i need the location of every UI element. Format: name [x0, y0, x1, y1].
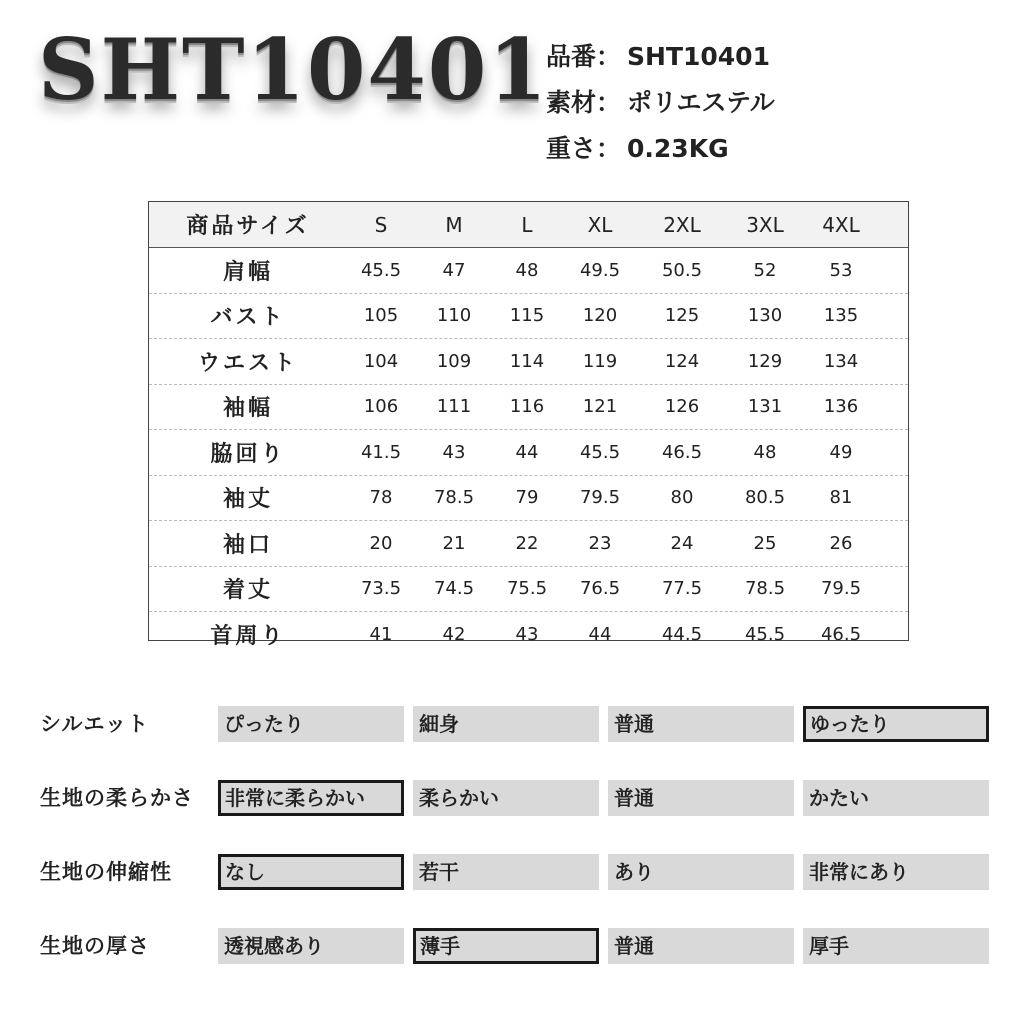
property-option-selected: 薄手 [413, 928, 599, 964]
table-row [149, 385, 908, 431]
measurement-value: 50.5 [661, 259, 703, 281]
measurement-value: 53 [829, 259, 853, 281]
measurement-value: 104 [363, 350, 399, 372]
measurement-value: 43 [442, 441, 466, 463]
measurement-value: 124 [664, 350, 700, 372]
property-label: 生地の伸縮性 [40, 860, 172, 884]
measurement-label: 首周り [210, 623, 286, 649]
size-table [148, 201, 909, 649]
measurement-value: 105 [363, 305, 399, 327]
measurement-label: 袖口 [222, 532, 273, 558]
measurement-value: 49.5 [579, 259, 621, 281]
measurement-value: 74.5 [433, 578, 475, 600]
measurement-value: 76.5 [579, 578, 621, 600]
measurement-value: 21 [442, 532, 466, 554]
spec-value: SHT10401 [627, 42, 770, 71]
property-option-selected: なし [218, 854, 404, 890]
measurement-value: 116 [509, 396, 545, 418]
measurement-value: 26 [829, 532, 853, 554]
size-column-header: L [521, 212, 533, 237]
property-option: 非常にあり [803, 854, 989, 890]
measurement-value: 78 [369, 487, 393, 509]
measurement-value: 134 [823, 350, 859, 372]
spec-label: 素材： [546, 88, 622, 117]
size-column-header: 4XL [822, 212, 860, 237]
measurement-label: 着丈 [222, 578, 273, 604]
table-row [149, 521, 908, 567]
measurement-value: 129 [747, 350, 783, 372]
measurement-value: 121 [582, 396, 618, 418]
measurement-value: 115 [509, 305, 545, 327]
measurement-value: 106 [363, 396, 399, 418]
property-label: 生地の厚さ [40, 934, 150, 958]
product-code-title: SHT10401 [38, 20, 549, 119]
spec-label: 重さ： [546, 134, 622, 163]
measurement-value: 45.5 [744, 623, 786, 645]
property-option: 若干 [413, 854, 599, 890]
measurement-value: 41.5 [360, 441, 402, 463]
measurement-value: 114 [509, 350, 545, 372]
size-column-header: XL [587, 212, 613, 237]
measurement-value: 46.5 [820, 623, 862, 645]
measurement-value: 120 [582, 305, 618, 327]
table-row [149, 567, 908, 613]
measurement-value: 44.5 [661, 623, 703, 645]
measurement-value: 24 [670, 532, 694, 554]
measurement-value: 130 [747, 305, 783, 327]
size-column-header: 2XL [663, 212, 701, 237]
property-option: 普通 [608, 780, 794, 816]
spec-value: 0.23KG [627, 134, 729, 163]
measurement-value: 48 [753, 441, 777, 463]
measurement-label: 袖幅 [222, 396, 273, 422]
measurement-value: 22 [515, 532, 539, 554]
measurement-value: 42 [442, 623, 466, 645]
spec-item-material [546, 80, 775, 126]
property-option: 透視感あり [218, 928, 404, 964]
measurement-value: 43 [515, 623, 539, 645]
size-table-header [149, 202, 908, 248]
measurement-value: 125 [664, 305, 700, 327]
measurement-label: バスト [210, 305, 286, 331]
table-row [149, 294, 908, 340]
measurement-value: 80.5 [744, 487, 786, 509]
measurement-value: 44 [588, 623, 612, 645]
measurement-value: 49 [829, 441, 853, 463]
measurement-value: 45.5 [579, 441, 621, 463]
property-label: シルエット [40, 712, 150, 736]
property-option: 厚手 [803, 928, 989, 964]
size-table-body [149, 248, 908, 657]
measurement-value: 44 [515, 441, 539, 463]
table-row [149, 612, 908, 657]
measurement-value: 79 [515, 487, 539, 509]
property-option: かたい [803, 780, 989, 816]
measurement-value: 25 [753, 532, 777, 554]
spec-list [546, 34, 775, 172]
table-row [149, 430, 908, 476]
property-option: 普通 [608, 706, 794, 742]
table-row [149, 248, 908, 294]
measurement-value: 136 [823, 396, 859, 418]
table-row [149, 339, 908, 385]
size-column-header: M [445, 212, 463, 237]
spec-value: ポリエステル [627, 88, 775, 117]
measurement-value: 119 [582, 350, 618, 372]
measurement-value: 48 [515, 259, 539, 281]
spec-label: 品番： [546, 42, 622, 71]
size-column-header: 3XL [746, 212, 784, 237]
measurement-value: 78.5 [433, 487, 475, 509]
measurement-value: 81 [829, 487, 853, 509]
measurement-value: 80 [670, 487, 694, 509]
measurement-value: 79.5 [579, 487, 621, 509]
size-header-label: 商品サイズ [186, 214, 310, 239]
property-option: 普通 [608, 928, 794, 964]
spec-item-number [546, 34, 775, 80]
measurement-value: 109 [436, 350, 472, 372]
spec-item-weight [546, 126, 775, 172]
size-column-header: S [374, 212, 388, 237]
measurement-value: 77.5 [661, 578, 703, 600]
measurement-value: 46.5 [661, 441, 703, 463]
property-option-selected: ゆったり [803, 706, 989, 742]
measurement-value: 23 [588, 532, 612, 554]
property-option: 細身 [413, 706, 599, 742]
measurement-value: 41 [369, 623, 393, 645]
measurement-value: 52 [753, 259, 777, 281]
property-option: ぴったり [218, 706, 404, 742]
measurement-value: 47 [442, 259, 466, 281]
measurement-value: 126 [664, 396, 700, 418]
measurement-value: 75.5 [506, 578, 548, 600]
measurement-value: 79.5 [820, 578, 862, 600]
measurement-value: 73.5 [360, 578, 402, 600]
measurement-label: 袖丈 [222, 487, 273, 513]
property-option-selected: 非常に柔らかい [218, 780, 404, 816]
measurement-value: 20 [369, 532, 393, 554]
property-option: 柔らかい [413, 780, 599, 816]
measurement-value: 78.5 [744, 578, 786, 600]
measurement-value: 135 [823, 305, 859, 327]
measurement-value: 111 [436, 396, 472, 418]
measurement-label: ウエスト [197, 350, 298, 376]
measurement-label: 肩幅 [222, 259, 273, 285]
measurement-value: 45.5 [360, 259, 402, 281]
property-option: あり [608, 854, 794, 890]
measurement-value: 110 [436, 305, 472, 327]
measurement-value: 131 [747, 396, 783, 418]
property-label: 生地の柔らかさ [40, 786, 194, 810]
measurement-label: 脇回り [210, 441, 286, 467]
table-row [149, 476, 908, 522]
